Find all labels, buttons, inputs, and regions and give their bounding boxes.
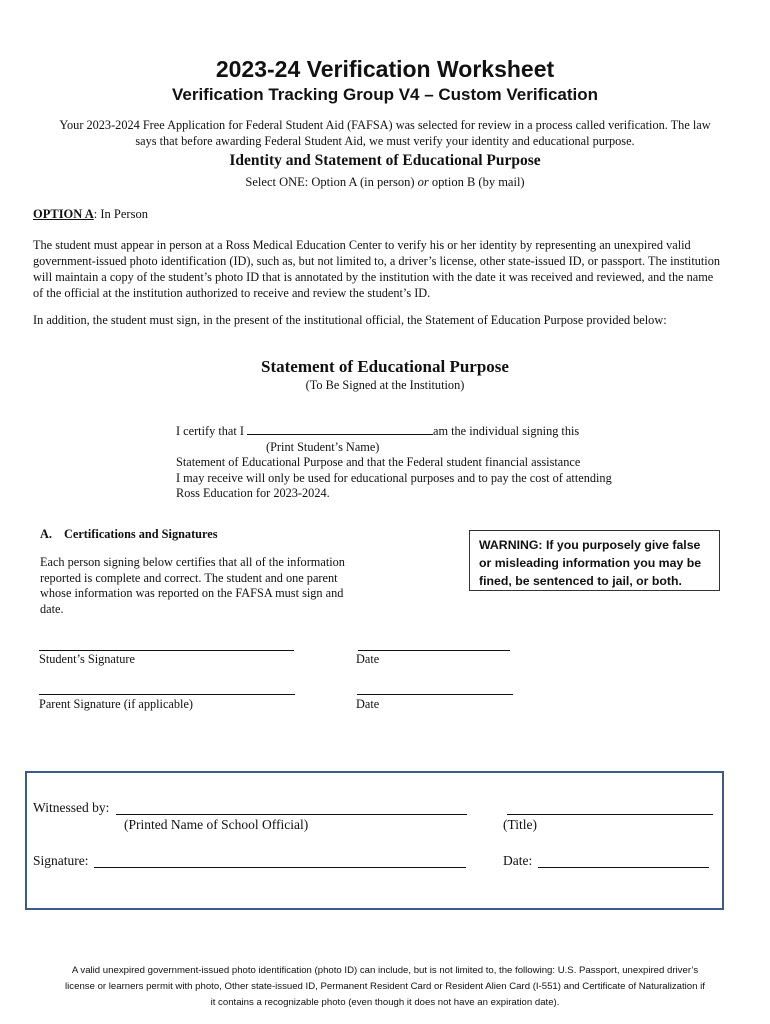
certify-line-3: Statement of Educational Purpose and that the Federal student financial assistance [176, 455, 581, 469]
witness-date-line[interactable] [538, 867, 709, 868]
section-letter: A. [40, 527, 52, 541]
footnote-line-1: A valid unexpired government-issued photo identification (photo ID) can include, but is not limited to, the following: U.S. Passport, unexpired driver’s [71, 965, 699, 976]
student-date-label: Date [356, 652, 380, 666]
official-name-line[interactable] [116, 814, 467, 815]
certifications-text: Each person signing below certifies that all of the information reported is complete and correct. The student and one parent whose information was reported on the FAFSA must sign and date. [40, 555, 345, 616]
footnote-line-3: it contains a recognizable photo (even though it does not have an expiration date). [210, 997, 560, 1008]
statement-heading: Statement of Educational Purpose [261, 357, 509, 376]
witness-signature-label: Signature: [33, 853, 89, 868]
page-title: 2023-24 Verification Worksheet [215, 56, 555, 82]
student-signature-label: Student’s Signature [39, 652, 135, 666]
parent-date-line[interactable] [357, 694, 513, 695]
witness-signature-line[interactable] [94, 867, 466, 868]
option-a-paragraph-1: The student must appear in person at a Ross Medical Education Center to verify his or her identity by representing an unexpired valid government-issued photo identification (ID), such as, but not limited to, a driver’s license, other state-issued ID, or passport. The institution will maintain a copy of the student’s photo ID that is annotated by the institution with the date it was received and reviewed, and the name of the official at the institution authorized to receive and review the student’s ID. [33, 238, 721, 300]
title-label: (Title) [503, 817, 538, 832]
title-line[interactable] [507, 814, 713, 815]
certify-line-4: I may receive will only be used for educational purposes and to pay the cost of attending [176, 470, 612, 485]
select-or: or [417, 175, 429, 189]
printed-name-label: (Printed Name of School Official) [124, 817, 309, 832]
witness-box [25, 771, 724, 910]
student-name-field[interactable] [247, 423, 433, 435]
certifications-heading [40, 527, 218, 542]
identity-heading: Identity and Statement of Educational Purpose [229, 152, 541, 169]
certifications-title: Certifications and Signatures [64, 527, 218, 541]
option-a-label: OPTION A [33, 207, 94, 221]
student-date-line[interactable] [358, 650, 510, 651]
select-suffix: option B (by mail) [428, 175, 525, 189]
intro-line-1: Your 2023-2024 Free Application for Federal Student Aid (FAFSA) was selected for review in a process called verification. The law [59, 118, 711, 132]
intro-line-2: says that before awarding Federal Student Aid, we must verify your identity and educational purpose. [135, 134, 635, 148]
witness-date-label: Date: [503, 853, 533, 868]
statement-subheading: (To Be Signed at the Institution) [305, 378, 465, 392]
option-a-heading [33, 207, 148, 222]
parent-signature-label: Parent Signature (if applicable) [39, 697, 193, 711]
intro-text [40, 117, 730, 149]
student-signature-line[interactable] [39, 650, 294, 651]
footnote [20, 963, 750, 1011]
certify-line [176, 423, 626, 440]
select-instruction [0, 175, 770, 190]
print-name-label: (Print Student’s Name) [266, 439, 380, 454]
select-prefix: Select ONE: Option A (in person) [245, 175, 418, 189]
option-a-label-suffix: : In Person [93, 207, 148, 221]
warning-box: WARNING: If you purposely give false or misleading information you may be fined, be sentenced to jail, or both. [469, 530, 720, 591]
witnessed-by-label: Witnessed by: [33, 800, 110, 815]
parent-date-label: Date [356, 697, 380, 711]
page-subtitle: Verification Tracking Group V4 – Custom Verification [171, 85, 599, 104]
certify-block [176, 423, 626, 502]
footnote-line-2: license or learners permit with photo, Other state-issued ID, Permanent Resident Card or Resident Alien Card (I-551) and Certificate of Naturalization if [65, 981, 705, 992]
certify-prefix: I certify that I [176, 424, 248, 438]
certify-line-5: Ross Education for 2023-2024. [176, 486, 330, 500]
parent-signature-line[interactable] [39, 694, 295, 695]
certify-suffix: am the individual signing this [433, 424, 580, 438]
option-a-paragraph-2: In addition, the student must sign, in the present of the institutional official, the Statement of Education Purpose provided below: [33, 313, 667, 327]
